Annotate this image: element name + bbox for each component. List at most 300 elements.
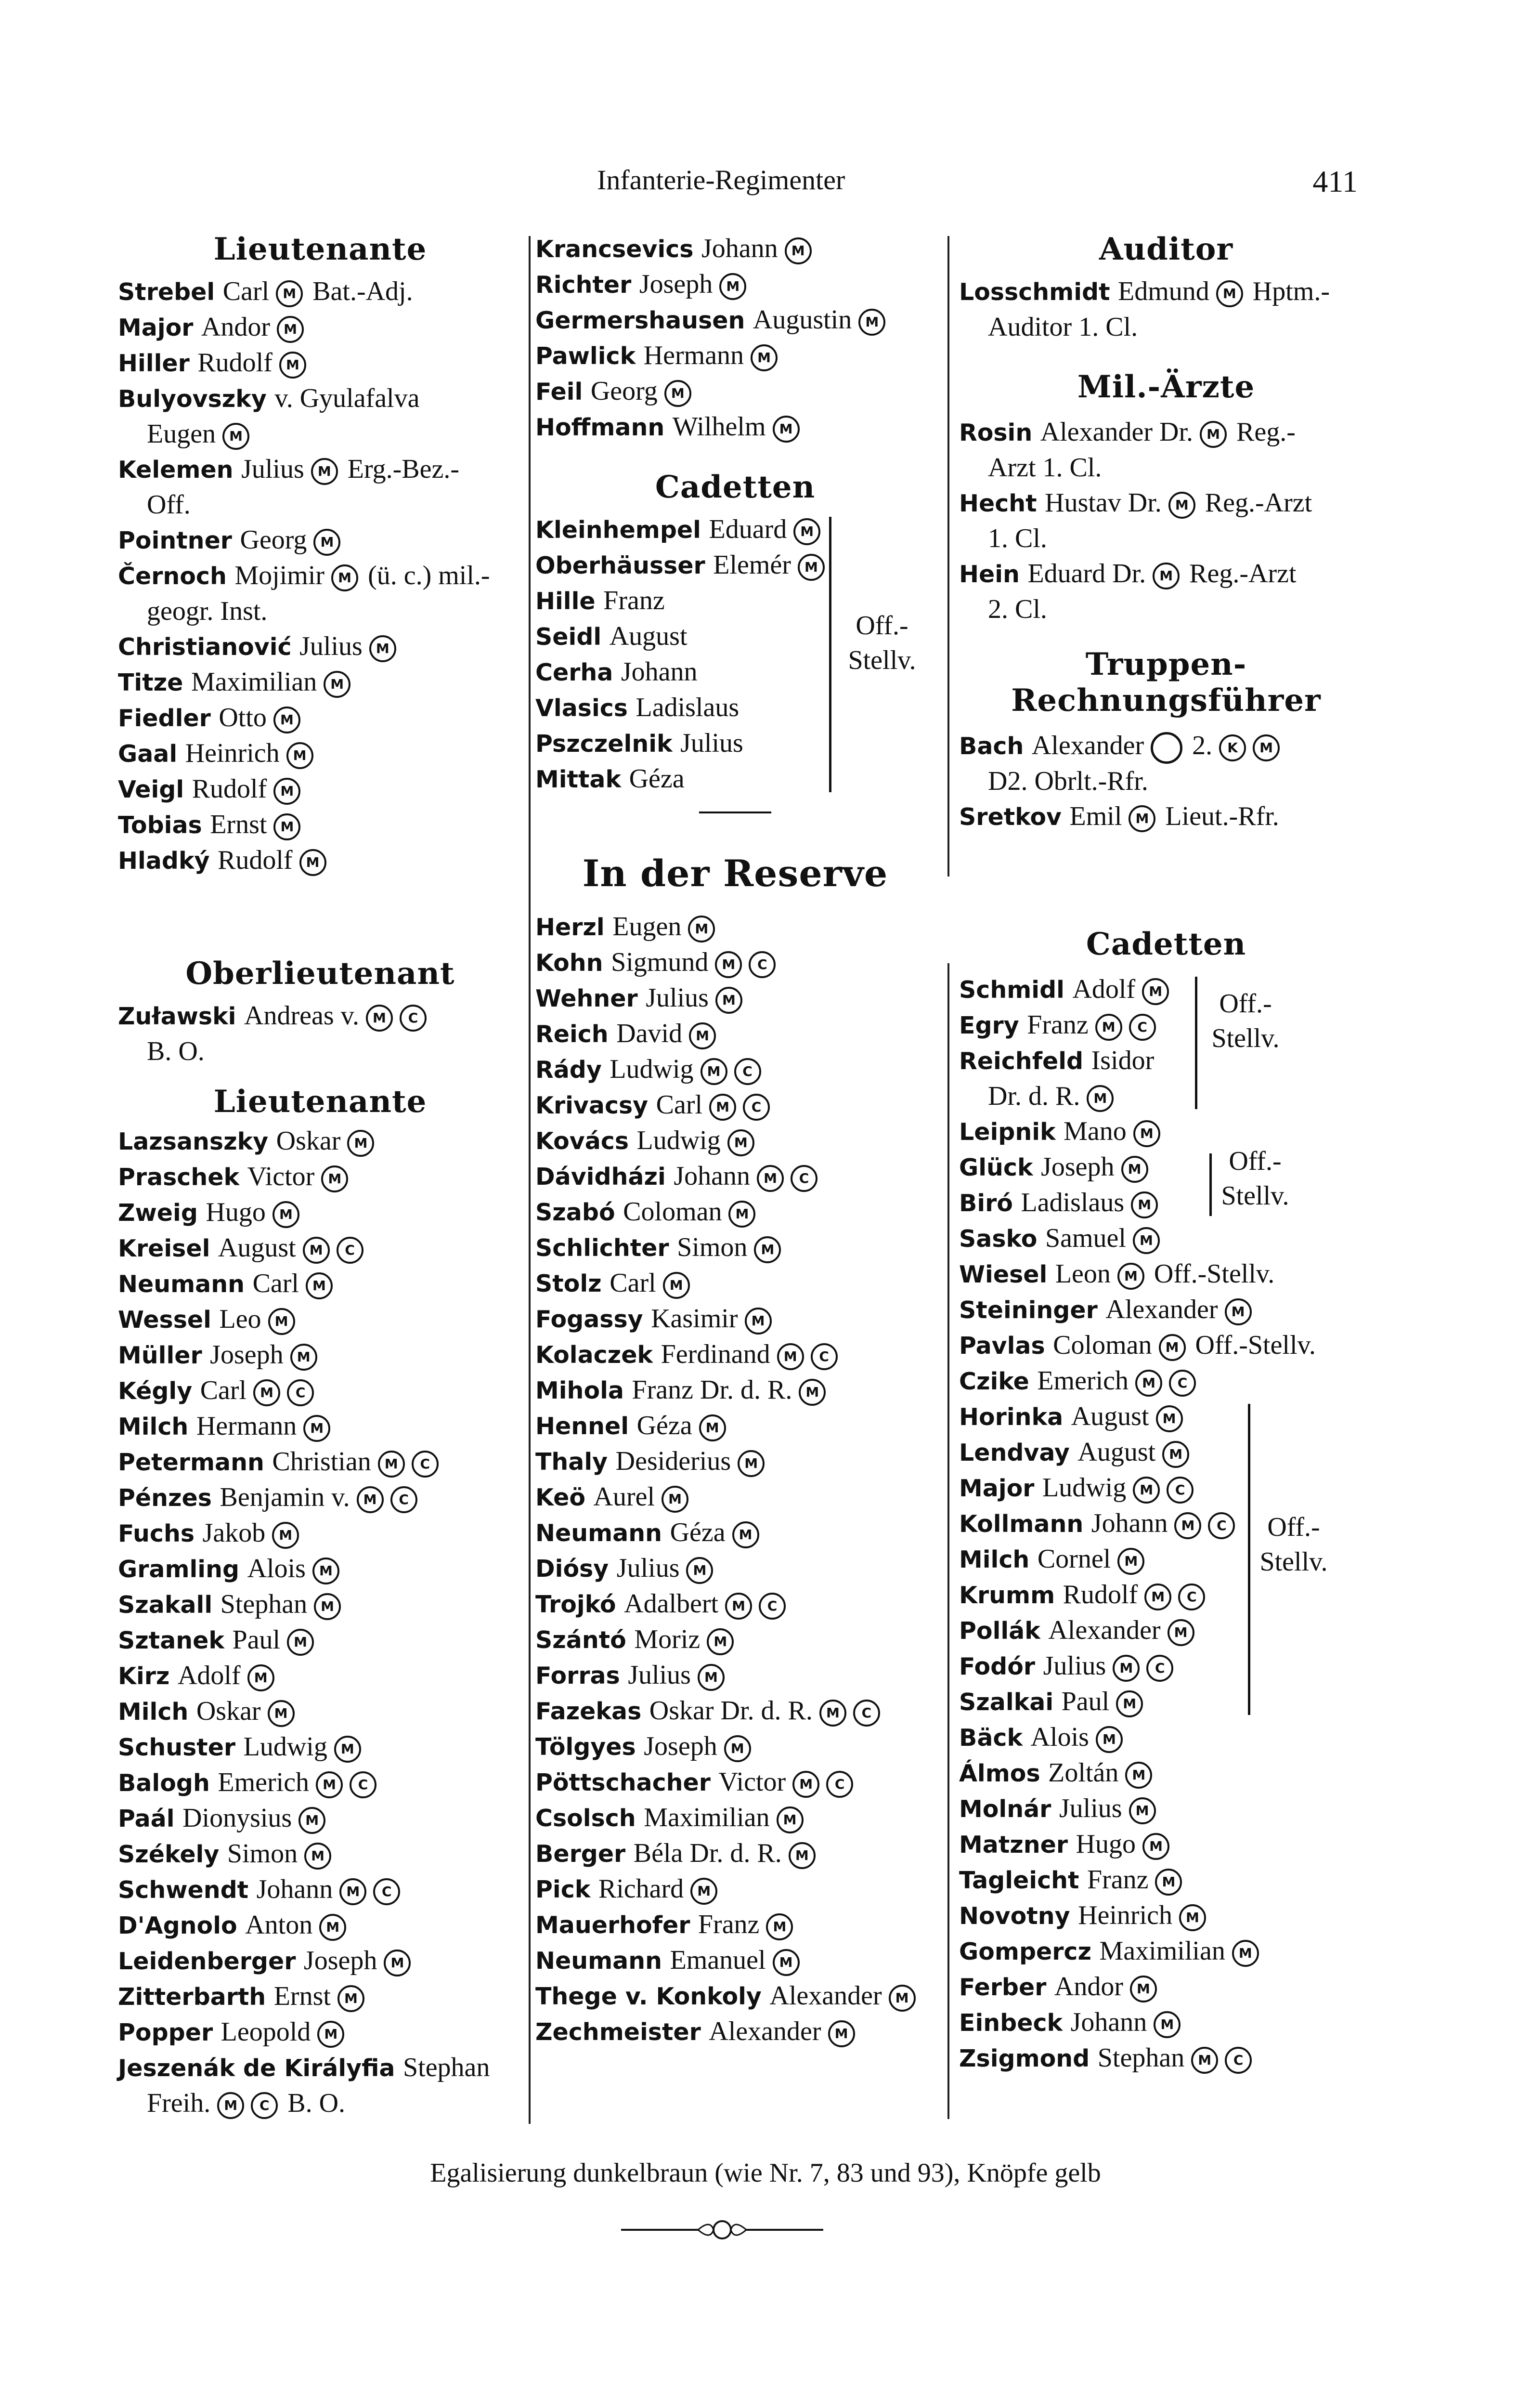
surname: Czike	[959, 1368, 1029, 1395]
list-item	[118, 629, 522, 665]
list-item	[118, 487, 522, 523]
surname: Hoffmann	[535, 414, 665, 441]
m-badge-icon: M	[766, 1913, 793, 1940]
list-item	[959, 1292, 1373, 1328]
m-badge-icon: M	[1133, 1120, 1160, 1147]
given-name: David	[616, 1019, 683, 1048]
m-badge-icon: M	[1200, 421, 1227, 448]
surname: Mihola	[535, 1377, 624, 1404]
m-badge-icon: M	[789, 1842, 816, 1869]
c-badge-icon: C	[287, 1379, 314, 1406]
surname: Strebel	[118, 278, 215, 306]
m-badge-icon: M	[725, 1593, 752, 1620]
list-item	[535, 1729, 935, 1765]
surname: Pénzes	[118, 1484, 212, 1512]
surname: Matzner	[959, 1831, 1068, 1858]
surname: Černoch	[118, 563, 227, 590]
m-badge-icon: M	[792, 1771, 819, 1798]
heading-lieutenante-2: Lieutenante	[213, 1084, 427, 1120]
m-badge-icon: M	[287, 1629, 314, 1656]
list-item	[118, 843, 522, 878]
list-item	[118, 998, 522, 1034]
given-name: Alois	[1030, 1722, 1089, 1752]
list-item	[959, 728, 1373, 764]
m-badge-icon: M	[1117, 1548, 1144, 1575]
surname: Jeszenák de Királyfia	[118, 2055, 395, 2082]
surname: Egry	[959, 1012, 1019, 1039]
list-item	[535, 2014, 935, 2050]
given-name: Dionysius	[182, 1803, 292, 1833]
m-badge-icon: M	[1191, 2047, 1218, 2074]
given-name: Ladislaus	[1021, 1188, 1125, 1217]
m-badge-icon: M	[799, 1379, 826, 1406]
m-badge-icon: M	[699, 1414, 726, 1441]
list-item	[959, 1577, 1373, 1613]
m-badge-icon: M	[689, 1022, 716, 1049]
given-name: Alexander Dr.	[1040, 417, 1193, 447]
list-item	[959, 310, 1373, 345]
m-badge-icon: M	[724, 1735, 751, 1762]
list-item	[535, 1052, 935, 1087]
surname: Berger	[535, 1840, 626, 1868]
given-name: Georg	[590, 376, 658, 406]
surname: Fiedler	[118, 705, 211, 732]
list-item	[959, 1720, 1373, 1755]
given-name: Andreas v.	[244, 1001, 359, 1031]
surname: Major	[118, 314, 194, 341]
list-item	[535, 761, 935, 797]
m-badge-icon: M	[828, 2020, 855, 2047]
surname: Horinka	[959, 1403, 1064, 1431]
m-badge-icon: M	[298, 1807, 325, 1834]
surname: Praschek	[118, 1164, 240, 1191]
surname: Popper	[118, 2019, 213, 2046]
given-name: Ferdinand	[661, 1339, 770, 1369]
given-name: Alexander	[1031, 731, 1144, 760]
m-badge-icon: M	[773, 1949, 800, 1976]
rank-note: Reg.-Arzt	[1189, 559, 1297, 589]
m-badge-icon: M	[1142, 1833, 1169, 1860]
list-cadetten-a	[959, 972, 1373, 1114]
given-name: Alexander	[769, 1981, 882, 2011]
list-item	[535, 1087, 935, 1123]
surname: Álmos	[959, 1760, 1040, 1787]
surname: Paál	[118, 1805, 175, 1832]
brace-label: Off.- Stellv.	[1221, 1146, 1289, 1211]
list-item	[118, 558, 522, 594]
c-badge-icon: C	[734, 1058, 761, 1085]
surname: Diósy	[535, 1555, 609, 1583]
list-item	[959, 1008, 1373, 1043]
list-item	[959, 799, 1373, 835]
surname: Gramling	[118, 1556, 240, 1583]
heading-mil-aerzte: Mil.-Ärzte	[1077, 369, 1255, 405]
given-name: Hustav Dr.	[1045, 488, 1162, 518]
given-name: Wilhelm	[672, 412, 766, 442]
running-title: Infanterie-Regimenter	[597, 164, 845, 196]
list-item	[535, 726, 935, 761]
footer-note: Egalisierung dunkelbraun (wie Nr. 7, 83 und 93), Knöpfe gelb	[430, 2158, 1101, 2188]
m-badge-icon: M	[357, 1486, 384, 1513]
m-badge-icon: M	[1121, 1156, 1148, 1183]
heading-truppen: Truppen-Rechnungsführer	[1011, 646, 1321, 719]
surname: Lazsanszky	[118, 1128, 269, 1155]
given-name: Hugo	[1076, 1829, 1136, 1859]
rank-note: Off.-Stellv.	[1154, 1259, 1275, 1289]
surname: Szakall	[118, 1591, 213, 1619]
given-name: Paul	[1061, 1687, 1110, 1716]
cadetten-group	[535, 512, 935, 797]
surname: Lendvay	[959, 1439, 1070, 1466]
given-name: Jakob	[202, 1518, 266, 1548]
list-item	[118, 381, 522, 417]
m-badge-icon: M	[279, 352, 306, 379]
surname: D'Agnolo	[118, 1912, 237, 1939]
surname: Fogassy	[535, 1306, 643, 1333]
surname: Pollák	[959, 1617, 1040, 1645]
list-item	[118, 310, 522, 345]
m-badge-icon: M	[273, 707, 300, 733]
given-name: Leopold	[221, 2017, 311, 2047]
m-badge-icon: M	[347, 1130, 374, 1157]
list-item	[118, 2015, 522, 2050]
m-badge-icon: M	[754, 1236, 781, 1263]
surname: Major	[959, 1475, 1035, 1502]
surname: Bulyovszky	[118, 385, 267, 413]
m-badge-icon: M	[217, 2092, 244, 2119]
list-item	[535, 1586, 935, 1622]
surname: Kollmann	[959, 1510, 1084, 1538]
list-item	[535, 1871, 935, 1907]
m-badge-icon: M	[290, 1344, 317, 1371]
given-name: Julius	[628, 1660, 691, 1690]
given-name: Otto	[219, 703, 267, 733]
list-item	[959, 1898, 1373, 1934]
list-item	[118, 1908, 522, 1943]
list-item	[535, 1266, 935, 1301]
m-badge-icon: M	[312, 1557, 339, 1584]
list-item	[959, 1328, 1373, 1363]
given-name: Richard	[598, 1874, 684, 1904]
given-name: Julius	[299, 631, 363, 661]
c-badge-icon: C	[759, 1593, 786, 1620]
c-badge-icon: C	[251, 2092, 278, 2119]
surname: Hladký	[118, 847, 210, 875]
list-item	[118, 1979, 522, 2015]
list-item	[959, 2005, 1373, 2041]
heading-lieutenante: Lieutenante	[213, 231, 427, 267]
surname: Ferber	[959, 1974, 1047, 2001]
list-item	[118, 1765, 522, 1801]
m-badge-icon: M	[727, 1129, 754, 1156]
list-item	[535, 1159, 935, 1194]
list-item	[959, 274, 1373, 310]
c-badge-icon: C	[826, 1771, 853, 1798]
list-item	[535, 1515, 935, 1551]
m-badge-icon: M	[273, 778, 300, 805]
m-badge-icon: M	[715, 987, 742, 1014]
m-badge-icon: M	[1216, 280, 1243, 307]
given-name: Johann	[701, 234, 778, 263]
m-badge-icon: M	[709, 1094, 736, 1121]
surname: Balogh	[118, 1769, 210, 1797]
surname: Zitterbarth	[118, 1983, 266, 2011]
list-item	[118, 700, 522, 736]
list-item	[118, 274, 522, 310]
surname: Richter	[535, 271, 632, 299]
list-item	[118, 807, 522, 843]
surname: Kolaczek	[535, 1341, 653, 1369]
given-name: v. Gyulafalva	[274, 383, 420, 413]
m-badge-icon: M	[819, 1700, 846, 1727]
given-name: Julius	[1059, 1793, 1122, 1823]
list-item	[535, 409, 935, 445]
surname: Szántó	[535, 1626, 626, 1654]
surname: Tobias	[118, 811, 202, 839]
given-name: Adolf	[1072, 974, 1136, 1004]
c-badge-icon: C	[791, 1165, 817, 1192]
given-name: Eugen	[147, 419, 216, 449]
list-item	[118, 1943, 522, 1979]
list-item	[959, 1613, 1373, 1649]
surname: Biró	[959, 1190, 1013, 1217]
m-badge-icon: M	[324, 671, 350, 698]
given-name: Rudolf	[218, 845, 293, 875]
column-2	[535, 231, 935, 2050]
m-badge-icon: M	[319, 1914, 346, 1941]
list-item	[535, 1978, 935, 2014]
open-circle-icon	[1151, 732, 1182, 764]
surname: Pick	[535, 1876, 591, 1903]
list-item	[118, 772, 522, 807]
list-lieutenante-2	[118, 1124, 522, 2121]
surname: Kirz	[118, 1662, 170, 1690]
given-name: Stephan	[220, 1589, 308, 1619]
surname: Kelemen	[118, 456, 234, 484]
brace-label: Off.- Stellv.	[1259, 1512, 1328, 1577]
list-item	[959, 1435, 1373, 1470]
surname: Gompercz	[959, 1938, 1091, 1965]
m-badge-icon: M	[316, 1771, 343, 1798]
given-name: Coloman	[1053, 1330, 1152, 1360]
heading-oberlieutenant: Oberlieutenant	[185, 955, 455, 992]
m-badge-icon: M	[751, 344, 778, 371]
c-badge-icon: C	[390, 1486, 417, 1513]
surname: Sretkov	[959, 803, 1062, 831]
given-name: Ladislaus	[636, 693, 740, 722]
given-name: Emerich	[1037, 1366, 1129, 1396]
surname: Molnár	[959, 1795, 1051, 1823]
m-badge-icon: M	[1117, 1263, 1144, 1290]
column-3	[959, 231, 1373, 2076]
surname: Glück	[959, 1154, 1033, 1181]
given-name: D2. Obrlt.-Rfr.	[988, 766, 1148, 796]
m-badge-icon: M	[798, 554, 825, 581]
list-item	[118, 1694, 522, 1729]
c-badge-icon: C	[1169, 1370, 1196, 1397]
list-item	[959, 972, 1373, 1008]
given-name: Elemér	[713, 550, 791, 580]
m-badge-icon: M	[698, 1664, 725, 1691]
m-badge-icon: M	[384, 1950, 411, 1976]
surname: Kreisel	[118, 1235, 210, 1262]
rank-note: 2.	[1192, 731, 1213, 760]
given-name: Géza	[629, 764, 685, 794]
given-name: B. O.	[147, 1036, 205, 1066]
surname: Krancsevics	[535, 236, 694, 263]
surname: Neumann	[118, 1270, 245, 1298]
surname: Petermann	[118, 1449, 264, 1476]
list-item	[959, 485, 1373, 521]
given-name: Stephan	[1097, 2043, 1185, 2073]
given-name: Carl	[610, 1268, 656, 1298]
given-name: Rudolf	[1063, 1580, 1138, 1610]
surname: Kohn	[535, 949, 603, 977]
page-header	[0, 164, 1531, 207]
surname: Oberhäusser	[535, 552, 705, 579]
m-badge-icon: M	[314, 1593, 341, 1620]
given-name: Hermann	[643, 340, 744, 370]
list-item	[959, 1969, 1373, 2005]
m-badge-icon: M	[222, 423, 249, 450]
brace	[829, 517, 831, 792]
list-item	[118, 1230, 522, 1266]
list-item	[535, 1836, 935, 1871]
given-name: Mano	[1064, 1116, 1127, 1146]
c-badge-icon: C	[853, 1700, 880, 1727]
given-name: Oskar Dr. d. R.	[649, 1696, 813, 1726]
list-item	[535, 338, 935, 374]
list-item	[118, 1729, 522, 1765]
rank-note: B. O.	[287, 2088, 346, 2118]
surname: Titze	[118, 669, 183, 696]
given-name: 1. Cl.	[988, 523, 1047, 553]
short-rule	[699, 811, 771, 813]
given-name: Joseph	[303, 1946, 377, 1976]
list-cadetten-e	[959, 1720, 1373, 2076]
m-badge-icon: M	[1225, 1298, 1252, 1325]
m-badge-icon: M	[777, 1806, 804, 1833]
given-name: Stephan	[403, 2053, 490, 2082]
list-item	[535, 690, 935, 726]
m-badge-icon: M	[321, 1165, 348, 1192]
m-badge-icon: M	[286, 742, 313, 769]
list-cadetten-c	[959, 1221, 1373, 1399]
surname: Kovács	[535, 1127, 629, 1155]
m-badge-icon: M	[686, 1557, 713, 1584]
surname: Reichfeld	[959, 1047, 1084, 1075]
given-name: Julius	[680, 728, 743, 758]
column-rule-1	[529, 236, 531, 2124]
list-item	[959, 1363, 1373, 1399]
m-badge-icon: M	[1168, 492, 1195, 519]
given-name: Anton	[245, 1910, 313, 1940]
list-item	[959, 1791, 1373, 1827]
list-item	[959, 1934, 1373, 1969]
given-name: Joseph	[210, 1340, 284, 1370]
m-badge-icon: M	[1144, 1584, 1171, 1610]
m-badge-icon: M	[1156, 1405, 1183, 1432]
m-badge-icon: M	[306, 1272, 333, 1299]
list-item	[535, 1194, 935, 1230]
rank-note: Reg.-Arzt	[1205, 488, 1312, 518]
given-name: Julius	[616, 1553, 680, 1583]
list-item	[959, 1649, 1373, 1684]
surname: Vlasics	[535, 694, 628, 722]
surname: Neumann	[535, 1947, 662, 1975]
list-item	[959, 415, 1373, 450]
list-item	[959, 1114, 1373, 1150]
k-badge-icon: K	[1219, 734, 1246, 761]
given-name: August	[218, 1233, 296, 1263]
surname: Losschmidt	[959, 278, 1110, 306]
surname: Krumm	[959, 1582, 1055, 1609]
given-name: Andor	[1054, 1972, 1123, 2002]
m-badge-icon: M	[745, 1308, 772, 1335]
given-name: geogr. Inst.	[147, 596, 268, 626]
surname: Steininger	[959, 1296, 1098, 1324]
c-badge-icon: C	[337, 1237, 363, 1264]
given-name: Carl	[252, 1269, 299, 1298]
column-1	[118, 231, 522, 2121]
surname: Schwendt	[118, 1876, 249, 1904]
given-name: August	[609, 621, 688, 651]
surname: Milch	[959, 1546, 1030, 1573]
given-name: Franz	[698, 1910, 760, 1939]
brace	[1248, 1404, 1250, 1715]
surname: Tölgyes	[535, 1733, 636, 1761]
list-item	[118, 1801, 522, 1836]
rank-note: Hptm.-	[1252, 276, 1330, 306]
surname: Pawlick	[535, 342, 636, 370]
list-item	[118, 417, 522, 452]
list-item	[118, 1124, 522, 1159]
m-badge-icon: M	[690, 1878, 717, 1905]
rank-note: Off.-Stellv.	[1195, 1330, 1316, 1360]
surname: Sztanek	[118, 1627, 225, 1654]
surname: Hiller	[118, 350, 190, 377]
list-item	[535, 909, 935, 945]
list-item	[118, 345, 522, 381]
given-name: Oskar	[276, 1126, 341, 1156]
surname: Krivacsy	[535, 1092, 649, 1119]
m-badge-icon: M	[331, 564, 358, 591]
given-name: Carl	[200, 1375, 247, 1405]
m-badge-icon: M	[793, 518, 820, 545]
given-name: Julius	[646, 983, 709, 1013]
given-name: Eugen	[612, 912, 682, 942]
surname: Feil	[535, 378, 583, 406]
surname: Fazekas	[535, 1698, 642, 1725]
list-item	[535, 1444, 935, 1479]
list-item	[118, 665, 522, 700]
c-badge-icon: C	[400, 1005, 427, 1032]
given-name: Moriz	[634, 1624, 701, 1654]
list-item	[535, 512, 935, 548]
given-name: Benjamin v.	[220, 1482, 350, 1512]
m-badge-icon: M	[273, 813, 300, 840]
m-badge-icon: M	[858, 309, 885, 336]
list-item	[535, 1408, 935, 1444]
list-item	[535, 1301, 935, 1337]
brace-label: Off.- Stellv.	[848, 611, 916, 675]
m-badge-icon: M	[688, 916, 715, 942]
given-name: Rudolf	[197, 348, 272, 378]
given-name: Joseph	[644, 1731, 717, 1761]
surname: Sasko	[959, 1225, 1038, 1253]
m-badge-icon: M	[268, 1308, 295, 1335]
list-item	[118, 1623, 522, 1658]
